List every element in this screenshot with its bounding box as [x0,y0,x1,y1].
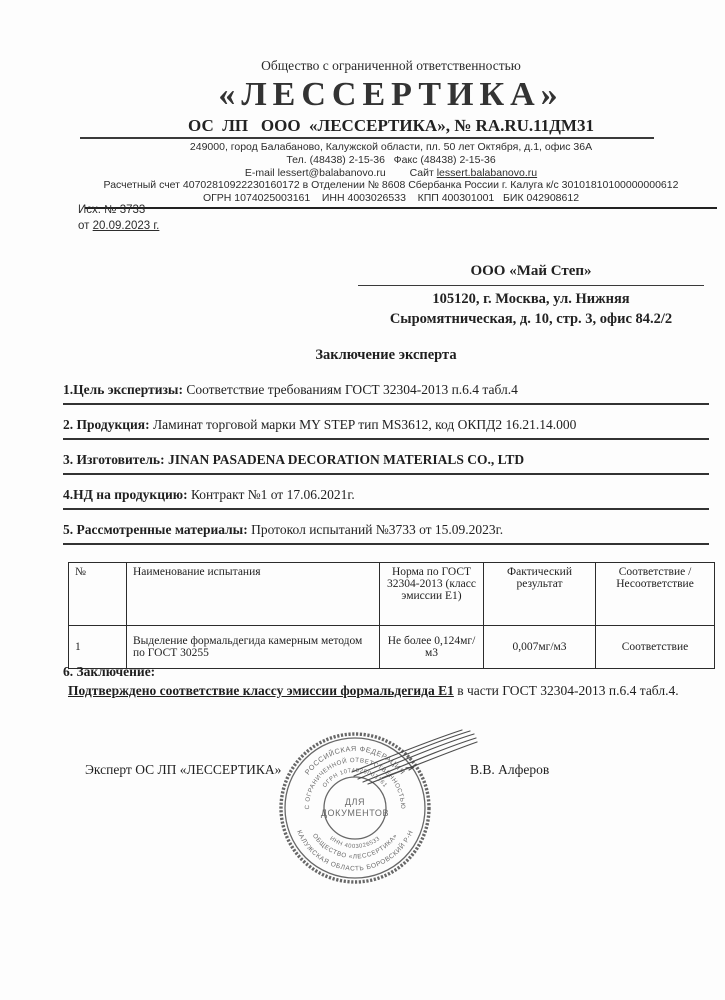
expert-role: Эксперт ОС ЛП «ЛЕССЕРТИКА» [85,762,282,777]
recipient-divider [358,285,704,286]
section-text: Контракт №1 от 17.06.2021г. [190,487,355,502]
org-name-title: «ЛЕССЕРТИКА» [218,76,564,113]
svg-text:ИНН 4003026533 [328,836,381,850]
outgoing-number: Исх. № 3733 [78,204,146,216]
letterhead-details [80,141,702,205]
table-header-number: № [69,563,127,626]
org-contacts [80,167,702,180]
recipient-address-line1: 105120, г. Москва, ул. Нижняя [432,291,630,307]
section-manufacturer [63,450,709,475]
table-cell-number: 1 [69,626,127,669]
section-text: Соответствие требованиям ГОСТ 32304-2013 п.6.4 табл.4 [186,382,518,397]
conclusion-block [63,663,688,699]
table-header-actual-result: Фактический результат [484,563,596,626]
table-header-norm: Норма по ГОСТ 32304-2013 (класс эмиссии Е1) [380,563,484,626]
table-cell-norm: Не более 0,124мг/м3 [380,626,484,669]
section-label: 4.НД на продукцию: [63,487,188,502]
section-label: 5. Рассмотренные материалы: [63,522,248,537]
recipient-name: ООО «Май Степ» [470,263,592,279]
table-cell-compliance: Соответствие [596,626,715,669]
email-link[interactable]: lessert@balabanovo.ru [277,166,386,179]
stamp-ring-mid-bottom: ОБЩЕСТВО «ЛЕССЕРТИКА» [310,832,400,861]
table-header-row [69,563,715,626]
letterhead [80,58,702,209]
section-materials [63,520,709,545]
table-header-test-name: Наименование испытания [127,563,380,626]
email-label: E-mail [244,166,275,179]
test-results-table [68,562,715,669]
site-link[interactable]: lessert.balabanovo.ru [436,166,538,179]
section-label: 2. Продукция: [63,417,150,432]
recipient-address-line2: Сыромятническая, д. 10, стр. 3, офис 84.2/2 [389,310,673,327]
section-product [63,415,709,440]
stamp-ring-mid-top: С ОГРАНИЧЕННОЙ ОТВЕТСТВЕННОСТЬЮ [303,756,407,810]
section-text: JINAN PASADENA DECORATION MATERIALS CO., LTD [167,452,525,467]
header-thick-divider [85,207,717,209]
org-address: 249000, город Балабаново, Калужской области, пл. 50 лет Октября, д.1, офис 36А [189,141,593,153]
section-purpose [63,380,709,405]
certification-body-line: ОС ЛП ООО «ЛЕССЕРТИКА», № RA.RU.11ДМ31 [188,116,594,135]
recipient-block [358,263,704,329]
sections-list [63,380,709,555]
stamp-center-line1: ДЛЯ [344,797,366,807]
stamp-center-line2: ДОКУМЕНТОВ [320,808,390,818]
org-type-line: Общество с ограниченной ответственностью [261,58,521,73]
org-phones: Тел. (48438) 2-15-36 Факс (48438) 2-15-36 [286,153,496,166]
stamp-ring-outer-top: РОССИЙСКАЯ ФЕДЕРАЦИЯ [302,743,408,777]
org-reg-codes: ОГРН 1074025003161 ИНН 4003026533 КПП 400301001 БИК 042908612 [202,192,580,205]
outgoing-date-line [78,218,159,234]
outgoing-date-prefix: от [78,220,90,232]
document-title: Заключение эксперта [315,347,457,363]
pen-signature [348,726,480,792]
conclusion-label: 6. Заключение: [63,664,156,679]
outgoing-date: 20.09.2023 г. [92,220,160,232]
stamp-ring-outer-bottom: КАЛУЖСКАЯ ОБЛАСТЬ БОРОВСКИЙ Р-Н [295,829,415,873]
stamp-ring-inner-bottom: ИНН 4003026533 [328,835,382,851]
section-normative-doc [63,485,709,510]
conclusion-statement-rest: в части ГОСТ 32304-2013 п.6.4 табл.4. [457,682,679,698]
table-cell-test-name: Выделение формальдегида камерным методом по ГОСТ 30255 [127,626,380,669]
table-header-compliance: Соответствие / Несоответствие [596,563,715,626]
section-text: Ламинат торговой марки MY STEP тип MS3612, код ОКПД2 16.21.14.000 [152,417,577,432]
section-label: 1.Цель экспертизы: [63,382,183,397]
org-bank-details: Расчетный счет 40702810922230160172 в Отделении № 8608 Сбербанка России г. Калуга к/с 30101810100000000612 [103,179,679,192]
conclusion-statement: Подтверждено соответствие классу эмиссии формальдегида Е1 [68,682,454,698]
table-cell-actual-result: 0,007мг/м3 [484,626,596,669]
stamp-ring-inner-top: ОГРН 1074025003161 [321,767,389,789]
section-text: Протокол испытаний №3733 от 15.09.2023г. [251,522,504,537]
conclusion-text [63,682,688,700]
header-divider [80,137,654,139]
expert-name: В.В. Алферов [470,762,550,777]
section-label: 3. Изготовитель: [63,452,165,467]
outgoing-reference [78,202,159,234]
site-label: Сайт [409,166,434,179]
